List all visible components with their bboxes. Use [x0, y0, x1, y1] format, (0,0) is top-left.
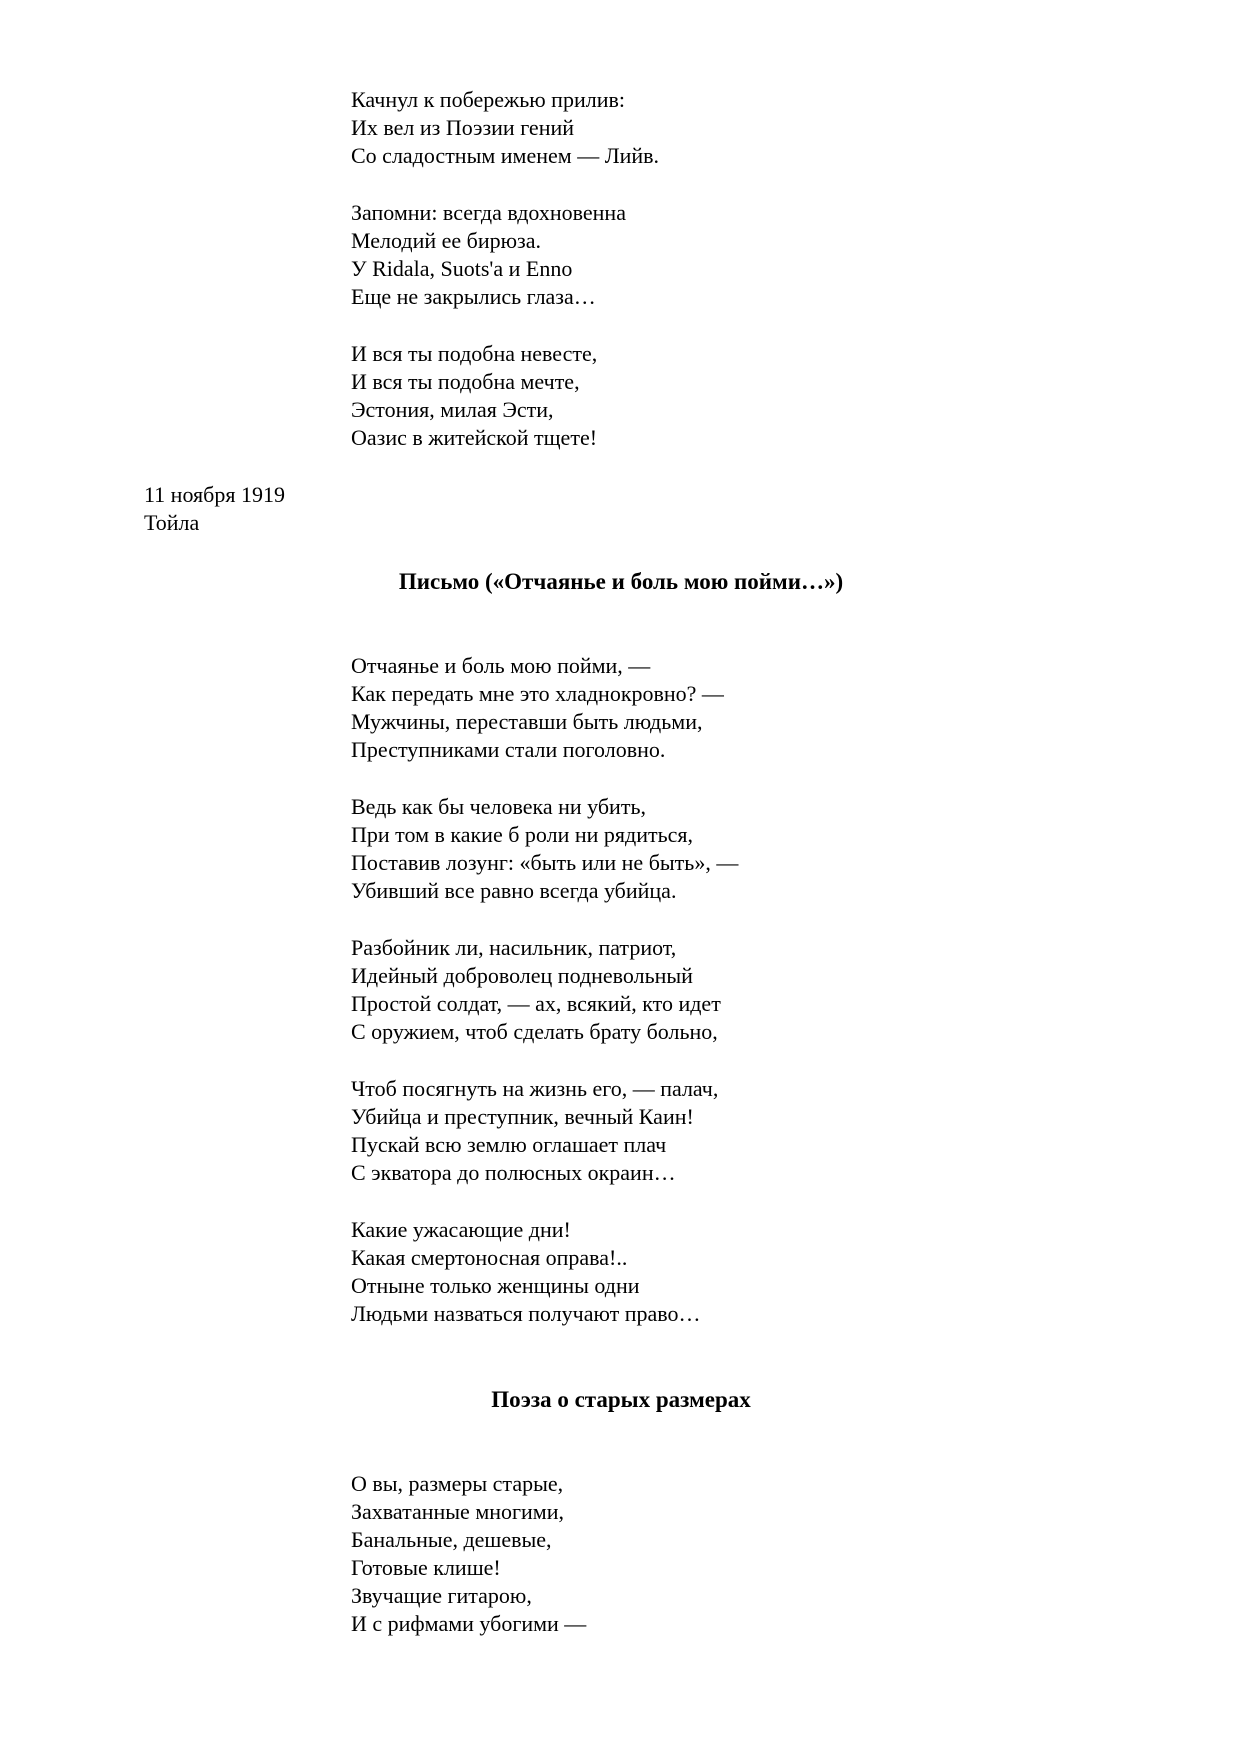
verse-line: Отчаянье и боль мою пойми, —	[351, 653, 651, 678]
poem-title: Поэза о старых размерах	[491, 1387, 751, 1412]
verse-line: Убийца и преступник, вечный Каин!	[351, 1104, 694, 1129]
verse-line: Идейный доброволец подневольный	[351, 963, 693, 988]
verse-line: Звучащие гитарою,	[351, 1583, 532, 1608]
verse-line: С экватора до полюсных окраин…	[351, 1160, 676, 1185]
verse-line: Их вел из Поэзии гений	[351, 115, 575, 140]
verse-line: Захватанные многими,	[351, 1499, 565, 1524]
verse-line: Преступниками стали поголовно.	[351, 737, 666, 762]
verse-line: Со сладостным именем — Лийв.	[351, 143, 660, 168]
verse-line: Готовые клише!	[351, 1555, 501, 1580]
poem-place: Тойла	[144, 510, 200, 535]
verse-line: Какие ужасающие дни!	[351, 1217, 571, 1242]
verse-line: Мелодий ее бирюза.	[351, 228, 542, 253]
verse-line: Мужчины, переставши быть людьми,	[351, 709, 703, 734]
verse-line: Еще не закрылись глаза…	[351, 284, 596, 309]
verse-line: И вся ты подобна невесте,	[351, 341, 598, 366]
verse-line: Убивший все равно всегда убийца.	[351, 878, 677, 903]
verse-line: Людьми назваться получают право…	[351, 1301, 701, 1326]
verse-line: У Ridala, Suots'a и Enno	[351, 256, 573, 281]
verse-line: Простой солдат, — ах, всякий, кто идет	[351, 991, 721, 1016]
verse-line: Отныне только женщины одни	[351, 1273, 640, 1298]
verse-line: Качнул к побережью прилив:	[351, 87, 625, 112]
verse-line: Эстония, милая Эсти,	[351, 397, 554, 422]
verse-line: При том в какие б роли ни рядиться,	[351, 822, 694, 847]
verse-line: И с рифмами убогими —	[351, 1611, 587, 1636]
verse-line: Ведь как бы человека ни убить,	[351, 794, 646, 819]
verse-line: Какая смертоносная оправа!..	[351, 1245, 628, 1270]
verse-line: О вы, размеры старые,	[351, 1471, 564, 1496]
poem-date: 11 ноября 1919	[144, 482, 285, 507]
verse-line: Запомни: всегда вдохновенна	[351, 200, 626, 225]
verse-line: Чтоб посягнуть на жизнь его, — палач,	[351, 1076, 719, 1101]
verse-line: Оазис в житейской тщете!	[351, 425, 598, 450]
verse-line: Поставив лозунг: «быть или не быть», —	[351, 850, 739, 875]
verse-line: И вся ты подобна мечте,	[351, 369, 580, 394]
verse-line: Банальные, дешевые,	[351, 1527, 552, 1552]
verse-line: Разбойник ли, насильник, патриот,	[351, 935, 677, 960]
verse-line: С оружием, чтоб сделать брату больно,	[351, 1019, 718, 1044]
poem-title: Письмо («Отчаянье и боль мою пойми…»)	[398, 569, 844, 594]
verse-line: Пускай всю землю оглашает плач	[351, 1132, 667, 1157]
verse-line: Как передать мне это хладнокровно? —	[351, 681, 724, 706]
